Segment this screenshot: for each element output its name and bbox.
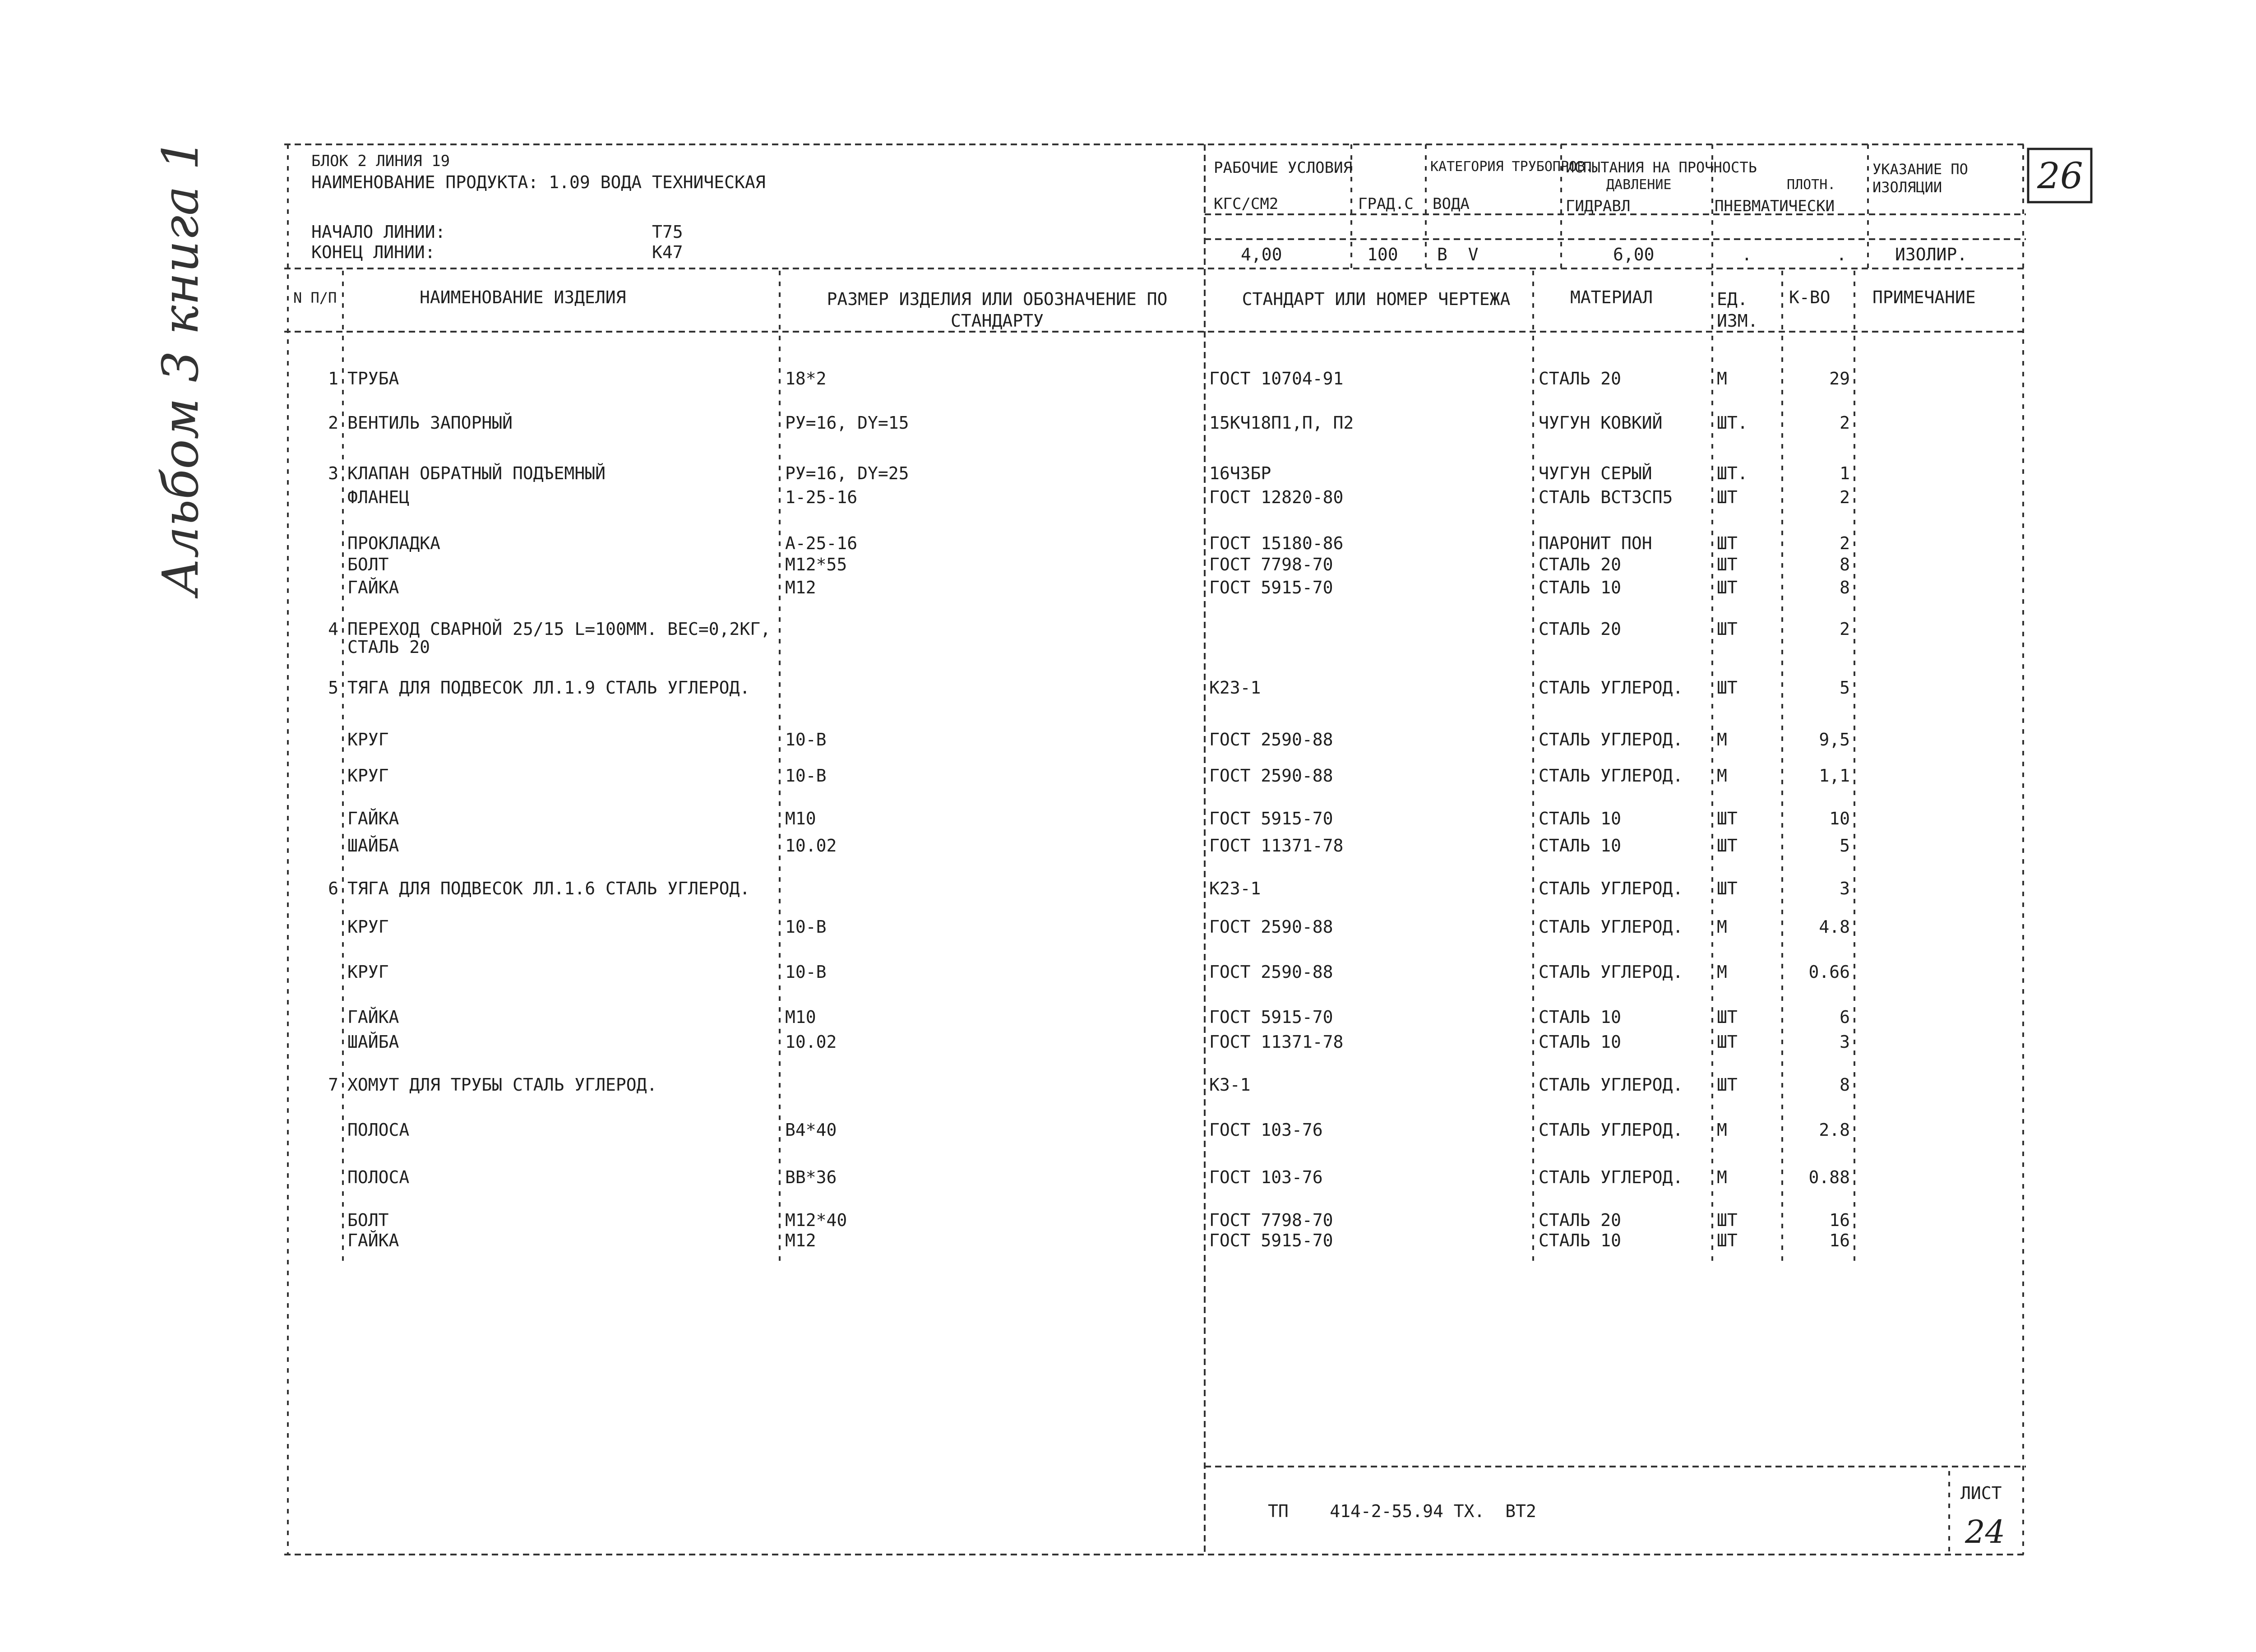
col-header-unit: ЕД. ИЗМ.	[1717, 289, 1758, 331]
item-material: СТАЛЬ 10	[1539, 1032, 1622, 1052]
item-unit: М	[1717, 1120, 1727, 1140]
item-unit: ШТ	[1717, 809, 1738, 828]
item-quantity: 0.88	[1808, 1167, 1850, 1187]
item-standard: К23-1	[1209, 678, 1261, 698]
item-standard: 15КЧ18П1,П, П2	[1209, 413, 1354, 433]
item-name: ВЕНТИЛЬ ЗАПОРНЫЙ	[347, 413, 513, 433]
item-name: КРУГ	[347, 766, 389, 786]
item-unit: ШТ	[1717, 487, 1738, 507]
item-material: СТАЛЬ 10	[1539, 809, 1622, 828]
item-standard: ГОСТ 10704-91	[1209, 369, 1344, 389]
item-material: ПАРОНИТ ПОН	[1539, 533, 1652, 553]
row-number: 4	[328, 619, 338, 639]
item-name: ГАЙКА	[347, 1007, 399, 1027]
item-name: ТЯГА ДЛЯ ПОДВЕСОК ЛЛ.1.6 СТАЛЬ УГЛЕРОД.	[347, 879, 750, 898]
item-unit: М	[1717, 917, 1727, 937]
item-quantity: 3	[1840, 879, 1850, 898]
pneumatic-dot-1: .	[1742, 245, 1752, 264]
item-standard: ГОСТ 103-76	[1209, 1167, 1323, 1187]
item-size: М10	[785, 1007, 816, 1027]
item-quantity: 2	[1840, 487, 1850, 507]
item-unit: ШТ	[1717, 555, 1738, 574]
item-material: СТАЛЬ УГЛЕРОД.	[1539, 1167, 1683, 1187]
item-unit: ШТ	[1717, 1032, 1738, 1052]
row-number: 7	[328, 1075, 338, 1095]
item-material: СТАЛЬ 20	[1539, 555, 1622, 574]
item-standard: ГОСТ 2590-88	[1209, 962, 1333, 982]
item-quantity: 8	[1840, 1075, 1850, 1095]
strength-test: ИСПЫТАНИЯ НА ПРОЧНОСТЬ	[1566, 159, 1757, 176]
item-name: БОЛТ	[347, 1210, 389, 1230]
item-standard: ГОСТ 11371-78	[1209, 836, 1344, 856]
pneumatic-label: ПНЕВМАТИЧЕСКИ	[1715, 197, 1835, 215]
item-name: ПОЛОСА	[347, 1120, 410, 1140]
item-unit: ШТ	[1717, 836, 1738, 856]
item-unit: ШТ	[1717, 678, 1738, 698]
item-quantity: 2	[1840, 619, 1850, 639]
sheet-label: ЛИСТ	[1960, 1483, 2002, 1503]
row-number: 3	[328, 463, 338, 483]
item-material: СТАЛЬ УГЛЕРОД.	[1539, 678, 1683, 698]
item-name: ПОЛОСА	[347, 1167, 410, 1187]
item-standard: ГОСТ 103-76	[1209, 1120, 1323, 1140]
item-standard: ГОСТ 2590-88	[1209, 766, 1333, 786]
item-standard: ГОСТ 2590-88	[1209, 917, 1333, 937]
item-name: БОЛТ	[347, 555, 389, 574]
item-standard: К3-1	[1209, 1075, 1251, 1095]
item-quantity: 8	[1840, 555, 1850, 574]
item-standard: ГОСТ 11371-78	[1209, 1032, 1344, 1052]
item-size: 10-В	[785, 917, 827, 937]
item-standard: ГОСТ 5915-70	[1209, 1007, 1333, 1027]
insulation-value: ИЗОЛИР.	[1895, 245, 1968, 264]
item-standard: ГОСТ 15180-86	[1209, 533, 1344, 553]
sheet-number: 24	[1965, 1513, 2006, 1550]
item-name: ГАЙКА	[347, 1231, 399, 1250]
col-header-name: НАИМЕНОВАНИЕ ИЗДЕЛИЯ	[420, 287, 626, 307]
item-size: 10-В	[785, 766, 827, 786]
item-standard: 16Ч3БР	[1209, 463, 1271, 483]
block-line-label: БЛОК 2 ЛИНИЯ 19	[311, 152, 450, 170]
item-unit: ШТ.	[1717, 463, 1748, 483]
item-unit: М	[1717, 1167, 1727, 1187]
start-value: Т75	[652, 222, 683, 242]
item-unit: ШТ.	[1717, 413, 1748, 433]
item-size: М10	[785, 809, 816, 828]
pressure-unit: КГС/СМ2	[1214, 195, 1279, 213]
item-quantity: 2	[1840, 533, 1850, 553]
item-size: 18*2	[785, 369, 827, 389]
item-size: А-25-16	[785, 533, 858, 553]
item-unit: М	[1717, 730, 1727, 750]
item-quantity: 1	[1840, 463, 1850, 483]
item-standard: ГОСТ 5915-70	[1209, 809, 1333, 828]
margin-note: Альбом 3 книга 1	[152, 139, 209, 596]
category-value: В V	[1437, 245, 1479, 264]
col-header-size: РАЗМЕР ИЗДЕЛИЯ ИЛИ ОБОЗНАЧЕНИЕ ПО СТАНДАРТУ	[827, 289, 1168, 331]
row-number: 1	[328, 369, 338, 389]
item-name: КРУГ	[347, 917, 389, 937]
work-conditions: РАБОЧИЕ УСЛОВИЯ	[1214, 159, 1353, 177]
item-material: СТАЛЬ 20	[1539, 619, 1622, 639]
item-name: КРУГ	[347, 730, 389, 750]
item-name: КЛАПАН ОБРАТНЫЙ ПОДЪЕМНЫЙ	[347, 463, 606, 483]
pressure-value: 4,00	[1241, 245, 1282, 264]
pneumatic-dot-2: .	[1836, 245, 1847, 264]
item-unit: М	[1717, 766, 1727, 786]
item-unit: ШТ	[1717, 1075, 1738, 1095]
product-name: НАИМЕНОВАНИЕ ПРОДУКТА: 1.09 ВОДА ТЕХНИЧЕСКАЯ	[311, 172, 766, 192]
row-number: 5	[328, 678, 338, 698]
item-material: ЧУГУН СЕРЫЙ	[1539, 463, 1652, 483]
item-size: М12	[785, 578, 816, 597]
item-quantity: 2	[1840, 413, 1850, 433]
item-unit: ШТ	[1717, 578, 1738, 597]
item-name: ПРОКЛАДКА	[347, 533, 440, 553]
item-unit: М	[1717, 369, 1727, 389]
item-material: СТАЛЬ ВСТ3СП5	[1539, 487, 1673, 507]
item-standard: К23-1	[1209, 879, 1261, 898]
end-label: КОНЕЦ ЛИНИИ:	[311, 242, 435, 262]
item-quantity: 5	[1840, 836, 1850, 856]
row-number: 6	[328, 879, 338, 898]
col-header-note: ПРИМЕЧАНИЕ	[1872, 287, 1976, 307]
item-name: ГАЙКА	[347, 809, 399, 828]
row-number: 2	[328, 413, 338, 433]
page-tag: 26	[2037, 155, 2083, 197]
hydraulic-value: 6,00	[1613, 245, 1655, 264]
item-name: ХОМУТ ДЛЯ ТРУБЫ СТАЛЬ УГЛЕРОД.	[347, 1075, 657, 1095]
temperature-value: 100	[1367, 245, 1398, 264]
item-quantity: 3	[1840, 1032, 1850, 1052]
item-size: РУ=16, DY=15	[785, 413, 909, 433]
item-quantity: 16	[1829, 1231, 1850, 1250]
item-material: ЧУГУН КОВКИЙ	[1539, 413, 1663, 433]
item-quantity: 10	[1829, 809, 1850, 828]
item-quantity: 29	[1829, 369, 1850, 389]
item-material: СТАЛЬ УГЛЕРОД.	[1539, 917, 1683, 937]
item-size: М12*55	[785, 555, 847, 574]
item-unit: ШТ	[1717, 1007, 1738, 1027]
item-size: РУ=16, DY=25	[785, 463, 909, 483]
item-unit: М	[1717, 962, 1727, 982]
col-header-num: N П/П	[293, 289, 337, 306]
item-size: 10-В	[785, 730, 827, 750]
hydraulic-label: ГИДРАВЛ	[1566, 197, 1631, 215]
item-name: ТРУБА	[347, 369, 399, 389]
item-quantity: 5	[1840, 678, 1850, 698]
item-size: 10.02	[785, 836, 837, 856]
item-unit: ШТ	[1717, 619, 1738, 639]
item-name: ГАЙКА	[347, 578, 399, 597]
item-name: ШАЙБА	[347, 1032, 399, 1052]
insulation-note: УКАЗАНИЕ ПО ИЗОЛЯЦИИ	[1872, 161, 1968, 196]
item-quantity: 6	[1840, 1007, 1850, 1027]
pressure-label: ДАВЛЕНИЕ	[1606, 177, 1672, 193]
col-header-material: МАТЕРИАЛ	[1570, 287, 1653, 307]
col-header-qty: К-ВО	[1789, 287, 1831, 307]
item-material: СТАЛЬ 20	[1539, 1210, 1622, 1230]
item-standard: ГОСТ 7798-70	[1209, 1210, 1333, 1230]
item-quantity: 1,1	[1819, 766, 1850, 786]
density-label: ПЛОТН.	[1787, 177, 1836, 193]
item-name: ТЯГА ДЛЯ ПОДВЕСОК ЛЛ.1.9 СТАЛЬ УГЛЕРОД.	[347, 678, 750, 698]
item-quantity: 2.8	[1819, 1120, 1850, 1140]
item-size: 1-25-16	[785, 487, 858, 507]
item-name: ФЛАНЕЦ	[347, 487, 410, 507]
item-standard: ГОСТ 7798-70	[1209, 555, 1333, 574]
item-standard: ГОСТ 12820-80	[1209, 487, 1344, 507]
item-size: 10-В	[785, 962, 827, 982]
medium: ВОДА	[1433, 195, 1470, 213]
item-material: СТАЛЬ УГЛЕРОД.	[1539, 1075, 1683, 1095]
item-size: М12	[785, 1231, 816, 1250]
item-standard: ГОСТ 2590-88	[1209, 730, 1333, 750]
document-code: ТП 414-2-55.94 ТХ. ВТ2	[1268, 1501, 1536, 1521]
item-size: В4*40	[785, 1120, 837, 1140]
item-material: СТАЛЬ УГЛЕРОД.	[1539, 1120, 1683, 1140]
end-value: К47	[652, 242, 683, 262]
item-material: СТАЛЬ УГЛЕРОД.	[1539, 879, 1683, 898]
item-material: СТАЛЬ УГЛЕРОД.	[1539, 962, 1683, 982]
item-material: СТАЛЬ 10	[1539, 1231, 1622, 1250]
col-header-standard: СТАНДАРТ ИЛИ НОМЕР ЧЕРТЕЖА	[1242, 289, 1511, 309]
item-quantity: 8	[1840, 578, 1850, 597]
item-material: СТАЛЬ 20	[1539, 369, 1622, 389]
item-unit: ШТ	[1717, 533, 1738, 553]
item-unit: ШТ	[1717, 1231, 1738, 1250]
item-name: КРУГ	[347, 962, 389, 982]
item-material: СТАЛЬ УГЛЕРОД.	[1539, 730, 1683, 750]
item-material: СТАЛЬ 10	[1539, 836, 1622, 856]
item-size: ВВ*36	[785, 1167, 837, 1187]
item-material: СТАЛЬ 10	[1539, 578, 1622, 597]
item-standard: ГОСТ 5915-70	[1209, 1231, 1333, 1250]
item-size: М12*40	[785, 1210, 847, 1230]
item-material: СТАЛЬ УГЛЕРОД.	[1539, 766, 1683, 786]
item-name: ШАЙБА	[347, 836, 399, 856]
temperature-unit: ГРАД.С	[1358, 195, 1414, 213]
item-quantity: 0.66	[1808, 962, 1850, 982]
item-unit: ШТ	[1717, 1210, 1738, 1230]
item-quantity: 16	[1829, 1210, 1850, 1230]
item-name: ПЕРЕХОД СВАРНОЙ 25/15 L=100ММ. ВЕС=0,2КГ, СТАЛЬ 20	[347, 619, 771, 657]
item-unit: ШТ	[1717, 879, 1738, 898]
item-quantity: 9,5	[1819, 730, 1850, 750]
item-material: СТАЛЬ 10	[1539, 1007, 1622, 1027]
pipeline-category: КАТЕГОРИЯ ТРУБОПРОВ.	[1430, 159, 1594, 175]
item-quantity: 4.8	[1819, 917, 1850, 937]
item-size: 10.02	[785, 1032, 837, 1052]
start-label: НАЧАЛО ЛИНИИ:	[311, 222, 446, 242]
item-standard: ГОСТ 5915-70	[1209, 578, 1333, 597]
